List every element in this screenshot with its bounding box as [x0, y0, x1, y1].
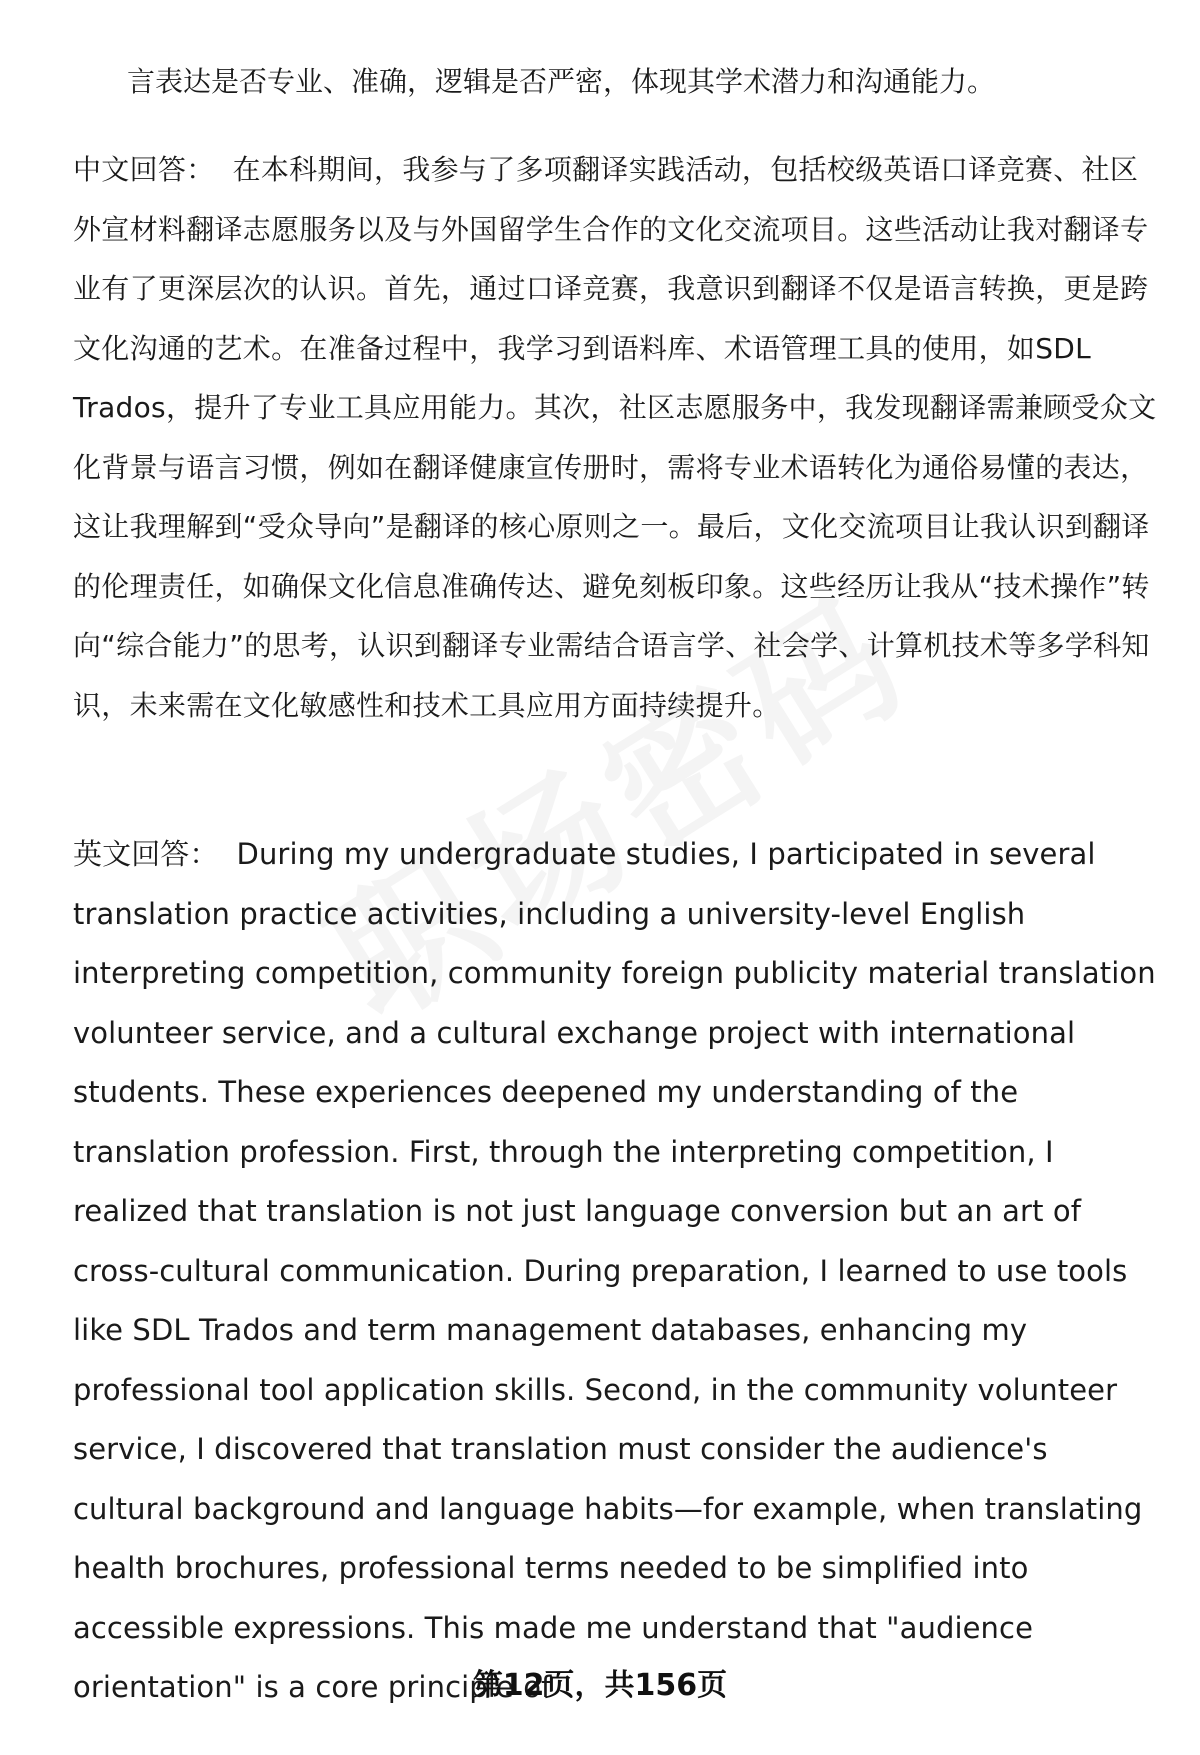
english-answer-paragraph — [73, 825, 1163, 1718]
english-answer-text: During my undergraduate studies, I participated in several translation practice activities, including a university-level English interpreting competition, community foreign publicity material translation volunteer service, and a cultural exchange project with international students. These experiences deepened my understanding of the translation profession. First, through the interpreting competition, I realized that translation is not just language conversion but an art of cross-cultural communication. During preparation, I learned to use tools like SDL Trados and term management databases, enhancing my professional tool application skills. Second, in the community volunteer service, I discovered that translation must consider the audience's cultural background and language habits—for example, when translating health brochures, professional terms needed to be simplified into accessible expressions. This made me understand that "audience orientation" is a core principle of — [73, 837, 1156, 1704]
english-answer-label: 英文回答： — [73, 837, 219, 871]
chinese-answer-paragraph — [73, 140, 1163, 735]
chinese-answer-text: 在本科期间，我参与了多项翻译实践活动，包括校级英语口译竞赛、社区外宣材料翻译志愿服务以及与外国留学生合作的文化交流项目。这些活动让我对翻译专业有了更深层次的认识。首先，通过口译竞赛，我意识到翻译不仅是语言转换，更是跨文化沟通的艺术。在准备过程中，我学习到语料库、术语管理工具的使用，如SDL Trados，提升了专业工具应用能力。其次，社区志愿服务中，我发现翻译需兼顾受众文化背景与语言习惯，例如在翻译健康宣传册时，需将专业术语转化为通俗易懂的表达，这让我理解到“受众导向”是翻译的核心原则之一。最后，文化交流项目让我认识到翻译的伦理责任，如确保文化信息准确传达、避免刻板印象。这些经历让我从“技术操作”转向“综合能力”的思考，认识到翻译专业需结合语言学、社会学、计算机技术等多学科知识，未来需在文化敏感性和技术工具应用方面持续提升。 — [73, 153, 1157, 722]
intro-line: 言表达是否专业、准确，逻辑是否严密，体现其学术潜力和沟通能力。 — [127, 65, 996, 98]
page-indicator: 第12页，共156页 — [472, 1668, 728, 1703]
chinese-answer-label: 中文回答： — [73, 153, 215, 186]
